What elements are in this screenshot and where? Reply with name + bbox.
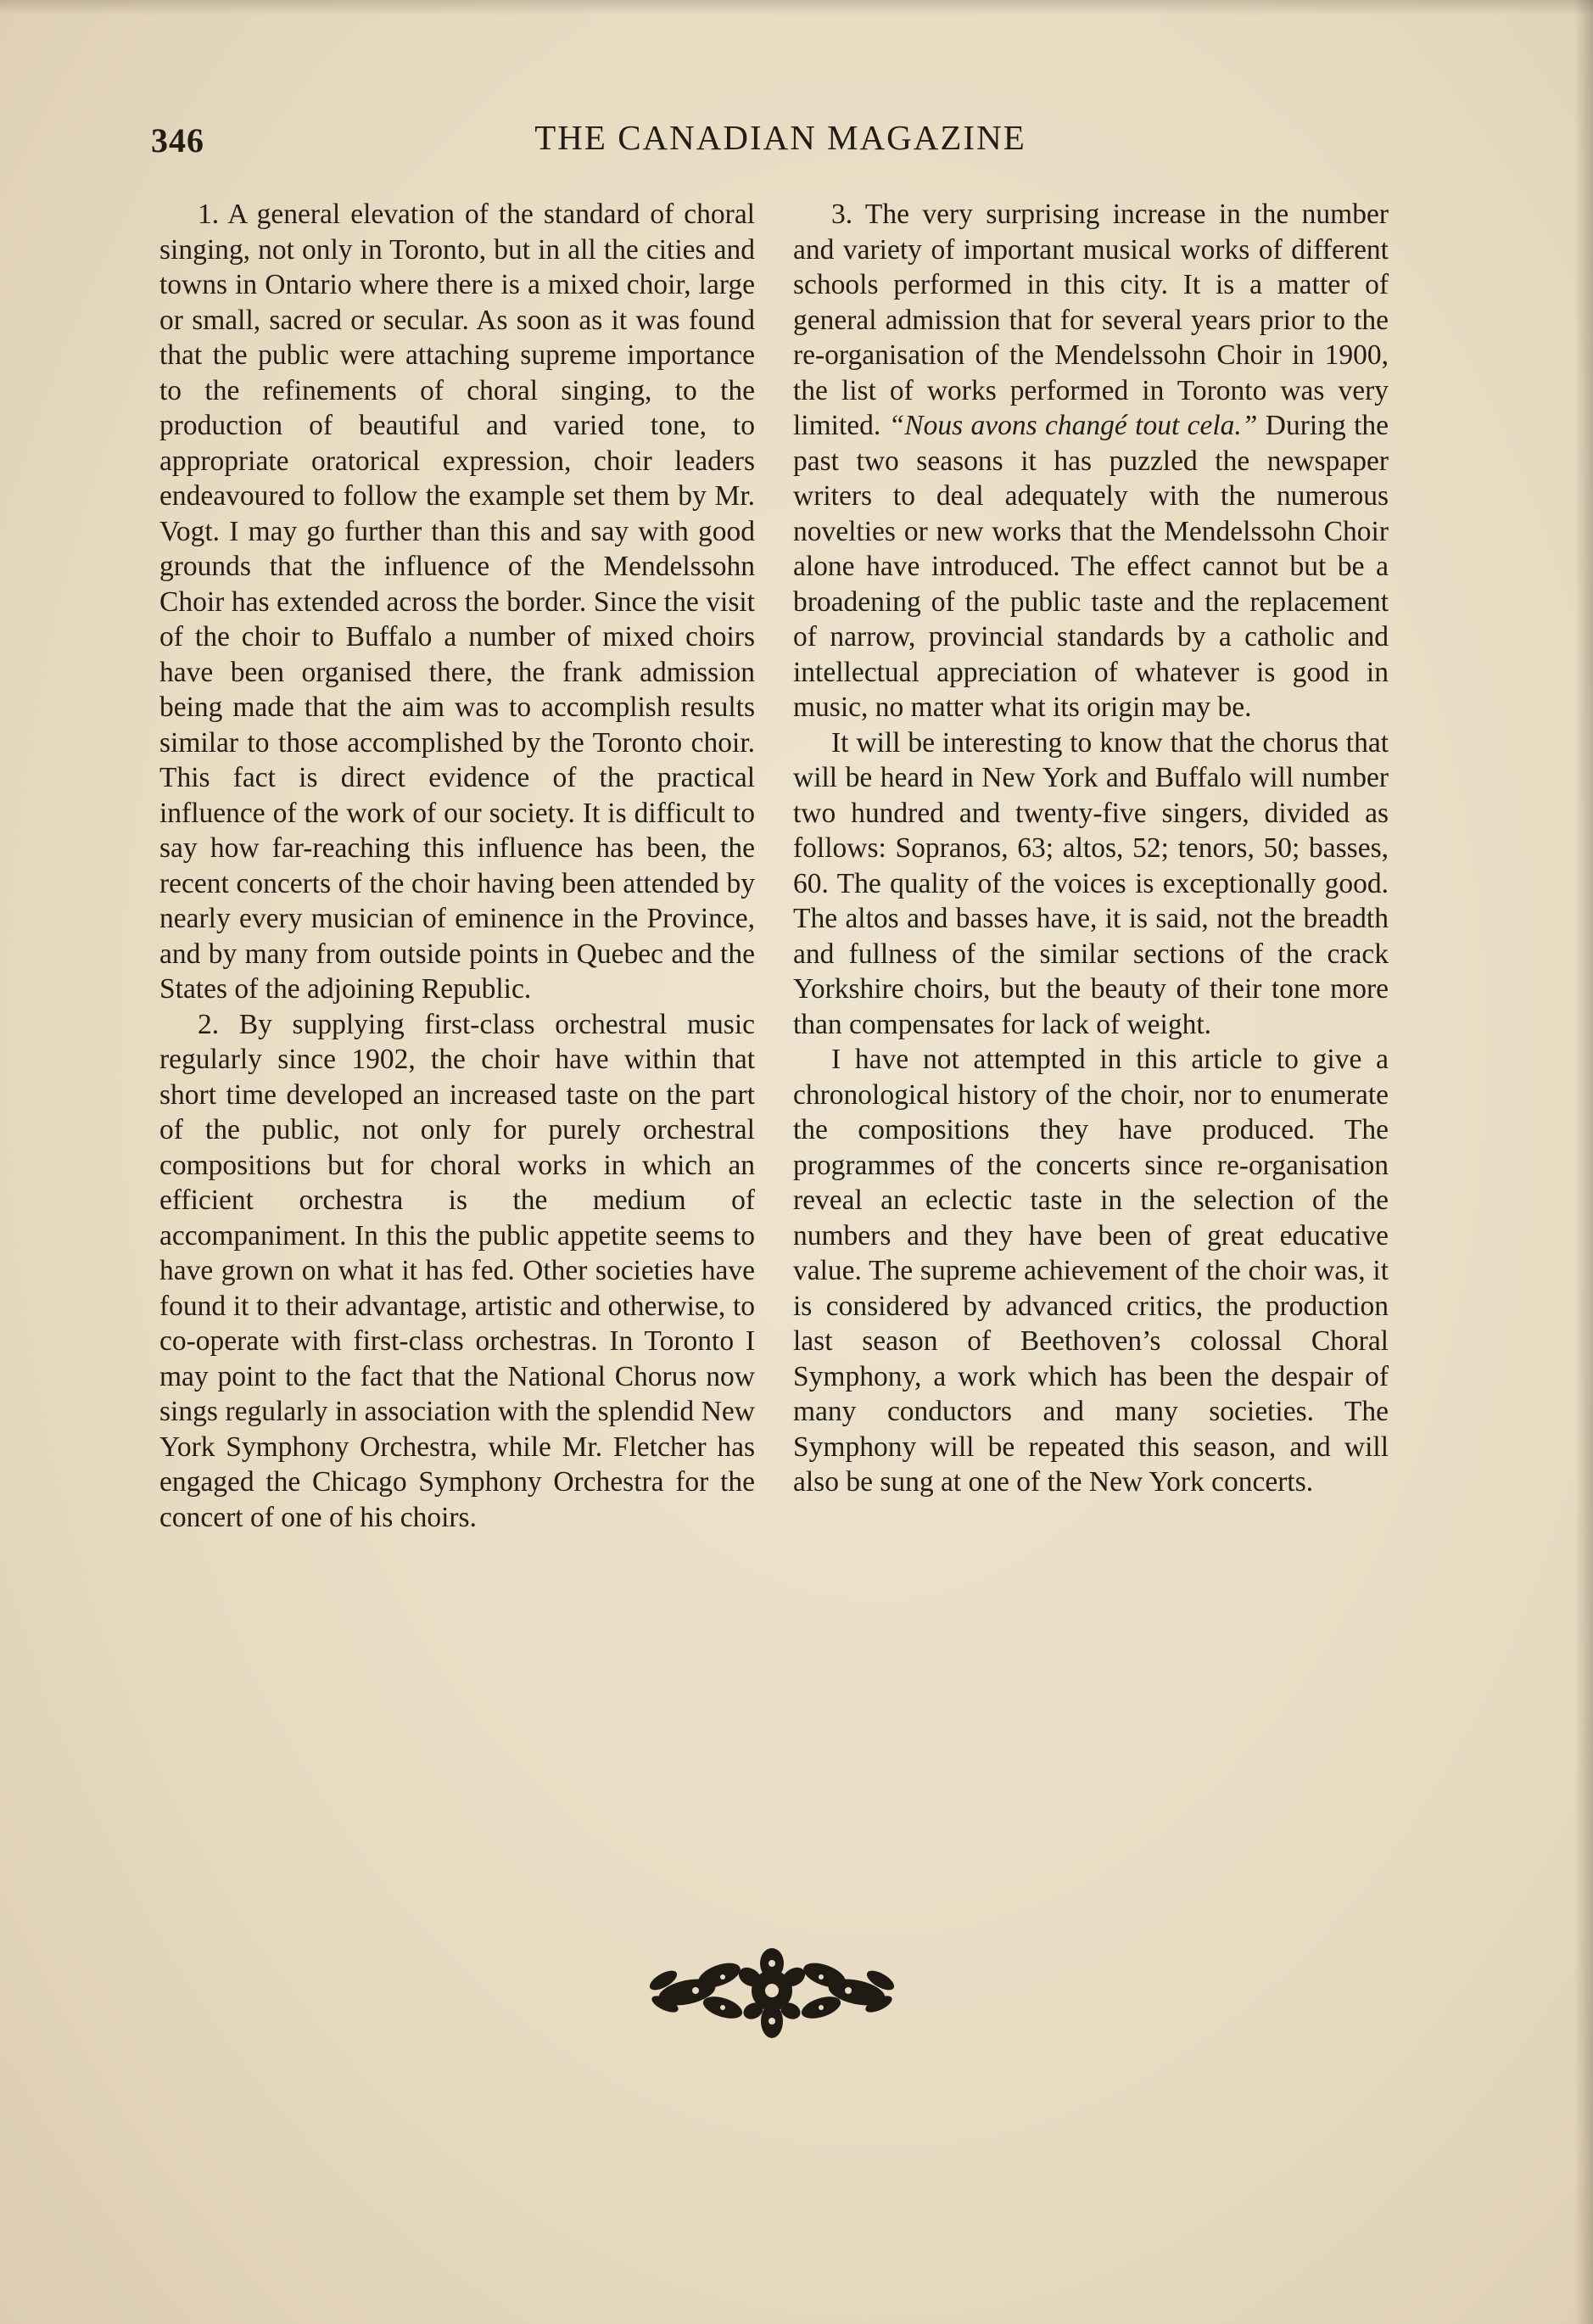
paragraph-4: It will be interesting to know that the chorus that will be heard in New York and Buffalo will number two hundred and twenty-five singers, divided as follows: Sopranos, 63; altos, 52; tenors, 50; basses, 60. The quality of the voices is exceptionally good. The altos and basses have, it is said, not the breadth and fullness of the similar sections of the crack Yorkshire choirs, but the beauty of their tone more than compensates for lack of weight. bbox=[793, 726, 1389, 1040]
paragraph-2: 2. By supplying first-class orchestral music regularly since 1902, the choir have within that short time developed an increased taste on the part of the public, not only for purely orchestral compositions but for choral works in which an efficient orchestra is the medium of accompaniment. In this the public appetite seems to have grown on what it has fed. Other societies have found it to their advantage, artistic and otherwise, to co-operate with first-class orchestras. In Toronto I may point to the fact that the National Chorus now sings regularly in association with the splendid New York Symphony Orchestra, while Mr. Fletcher has engaged the Chicago Symphony Orchestra for the concert of one of his choirs. bbox=[159, 1008, 755, 1533]
paragraph-3 bbox=[793, 197, 1389, 725]
page-edge-shadow bbox=[1574, 0, 1593, 2324]
french-quote: “Nous avons changé tout cela.” bbox=[888, 410, 1258, 441]
left-column bbox=[159, 197, 755, 1535]
page-top-shadow bbox=[0, 0, 1593, 15]
paragraph-3-text-a: 3. The very surprising increase in the number and variety of important musical works of different schools performed in this city. It is a matter of general admission that for several years prior to the re-organisation of the Mendelssohn Choir in 1900, the list of works performed in Toronto was very limited. bbox=[793, 199, 1389, 441]
paragraph-3-text-b: During the past two seasons it has puzzled the newspaper writers to deal adequately with the numerous novelties or new works that the Mendelssohn Choir alone have introduced. The effect cannot but be a broadening of the public taste and the replacement of narrow, provincial standards by a catholic and intellectual appreciation of whatever is good in music, no matter what its origin may be. bbox=[793, 410, 1389, 723]
paragraph-5: I have not attempted in this article to give a chronological history of the choir, nor to enumerate the compositions they have produced. The programmes of the concerts since re-organisation reveal an eclectic taste in the selection of the numbers and they have been of great educative value. The supreme achievement of the choir was, it is considered by advanced critics, the production last season of Beethoven’s colossal Choral Symphony, a work which has been the despair of many conductors and many societies. The Symphony will be repeated this season, and will also be sung at one of the New York concerts. bbox=[793, 1044, 1389, 1498]
floral-tailpiece-icon bbox=[645, 1943, 899, 2041]
running-head: THE CANADIAN MAGAZINE bbox=[534, 118, 1026, 157]
right-column bbox=[793, 197, 1389, 1500]
page-number: 346 bbox=[151, 121, 204, 160]
paragraph-1: 1. A general elevation of the standard of choral singing, not only in Toronto, but in all the cities and towns in Ontario where there is a mixed choir, large or small, sacred or secular. As soon as it was found that the public were attaching supreme importance to the refinements of choral singing, to the production of beautiful and varied tone, to appropriate oratorical expression, choir leaders endeavoured to follow the example set them by Mr. Vogt. I may go further than this and say with good grounds that the influence of the Mendelssohn Choir has extended across the border. Since the visit of the choir to Buffalo a number of mixed choirs have been organised there, the frank admission being made that the aim was to accomplish results similar to those accomplished by the Toronto choir. This fact is direct evidence of the practical influence of the work of our society. It is difficult to say how far-reaching this influence has been, the recent concerts of the choir having been attended by nearly every musician of eminence in the Province, and by many from outside points in Quebec and the States of the adjoining Republic. bbox=[159, 199, 755, 1005]
